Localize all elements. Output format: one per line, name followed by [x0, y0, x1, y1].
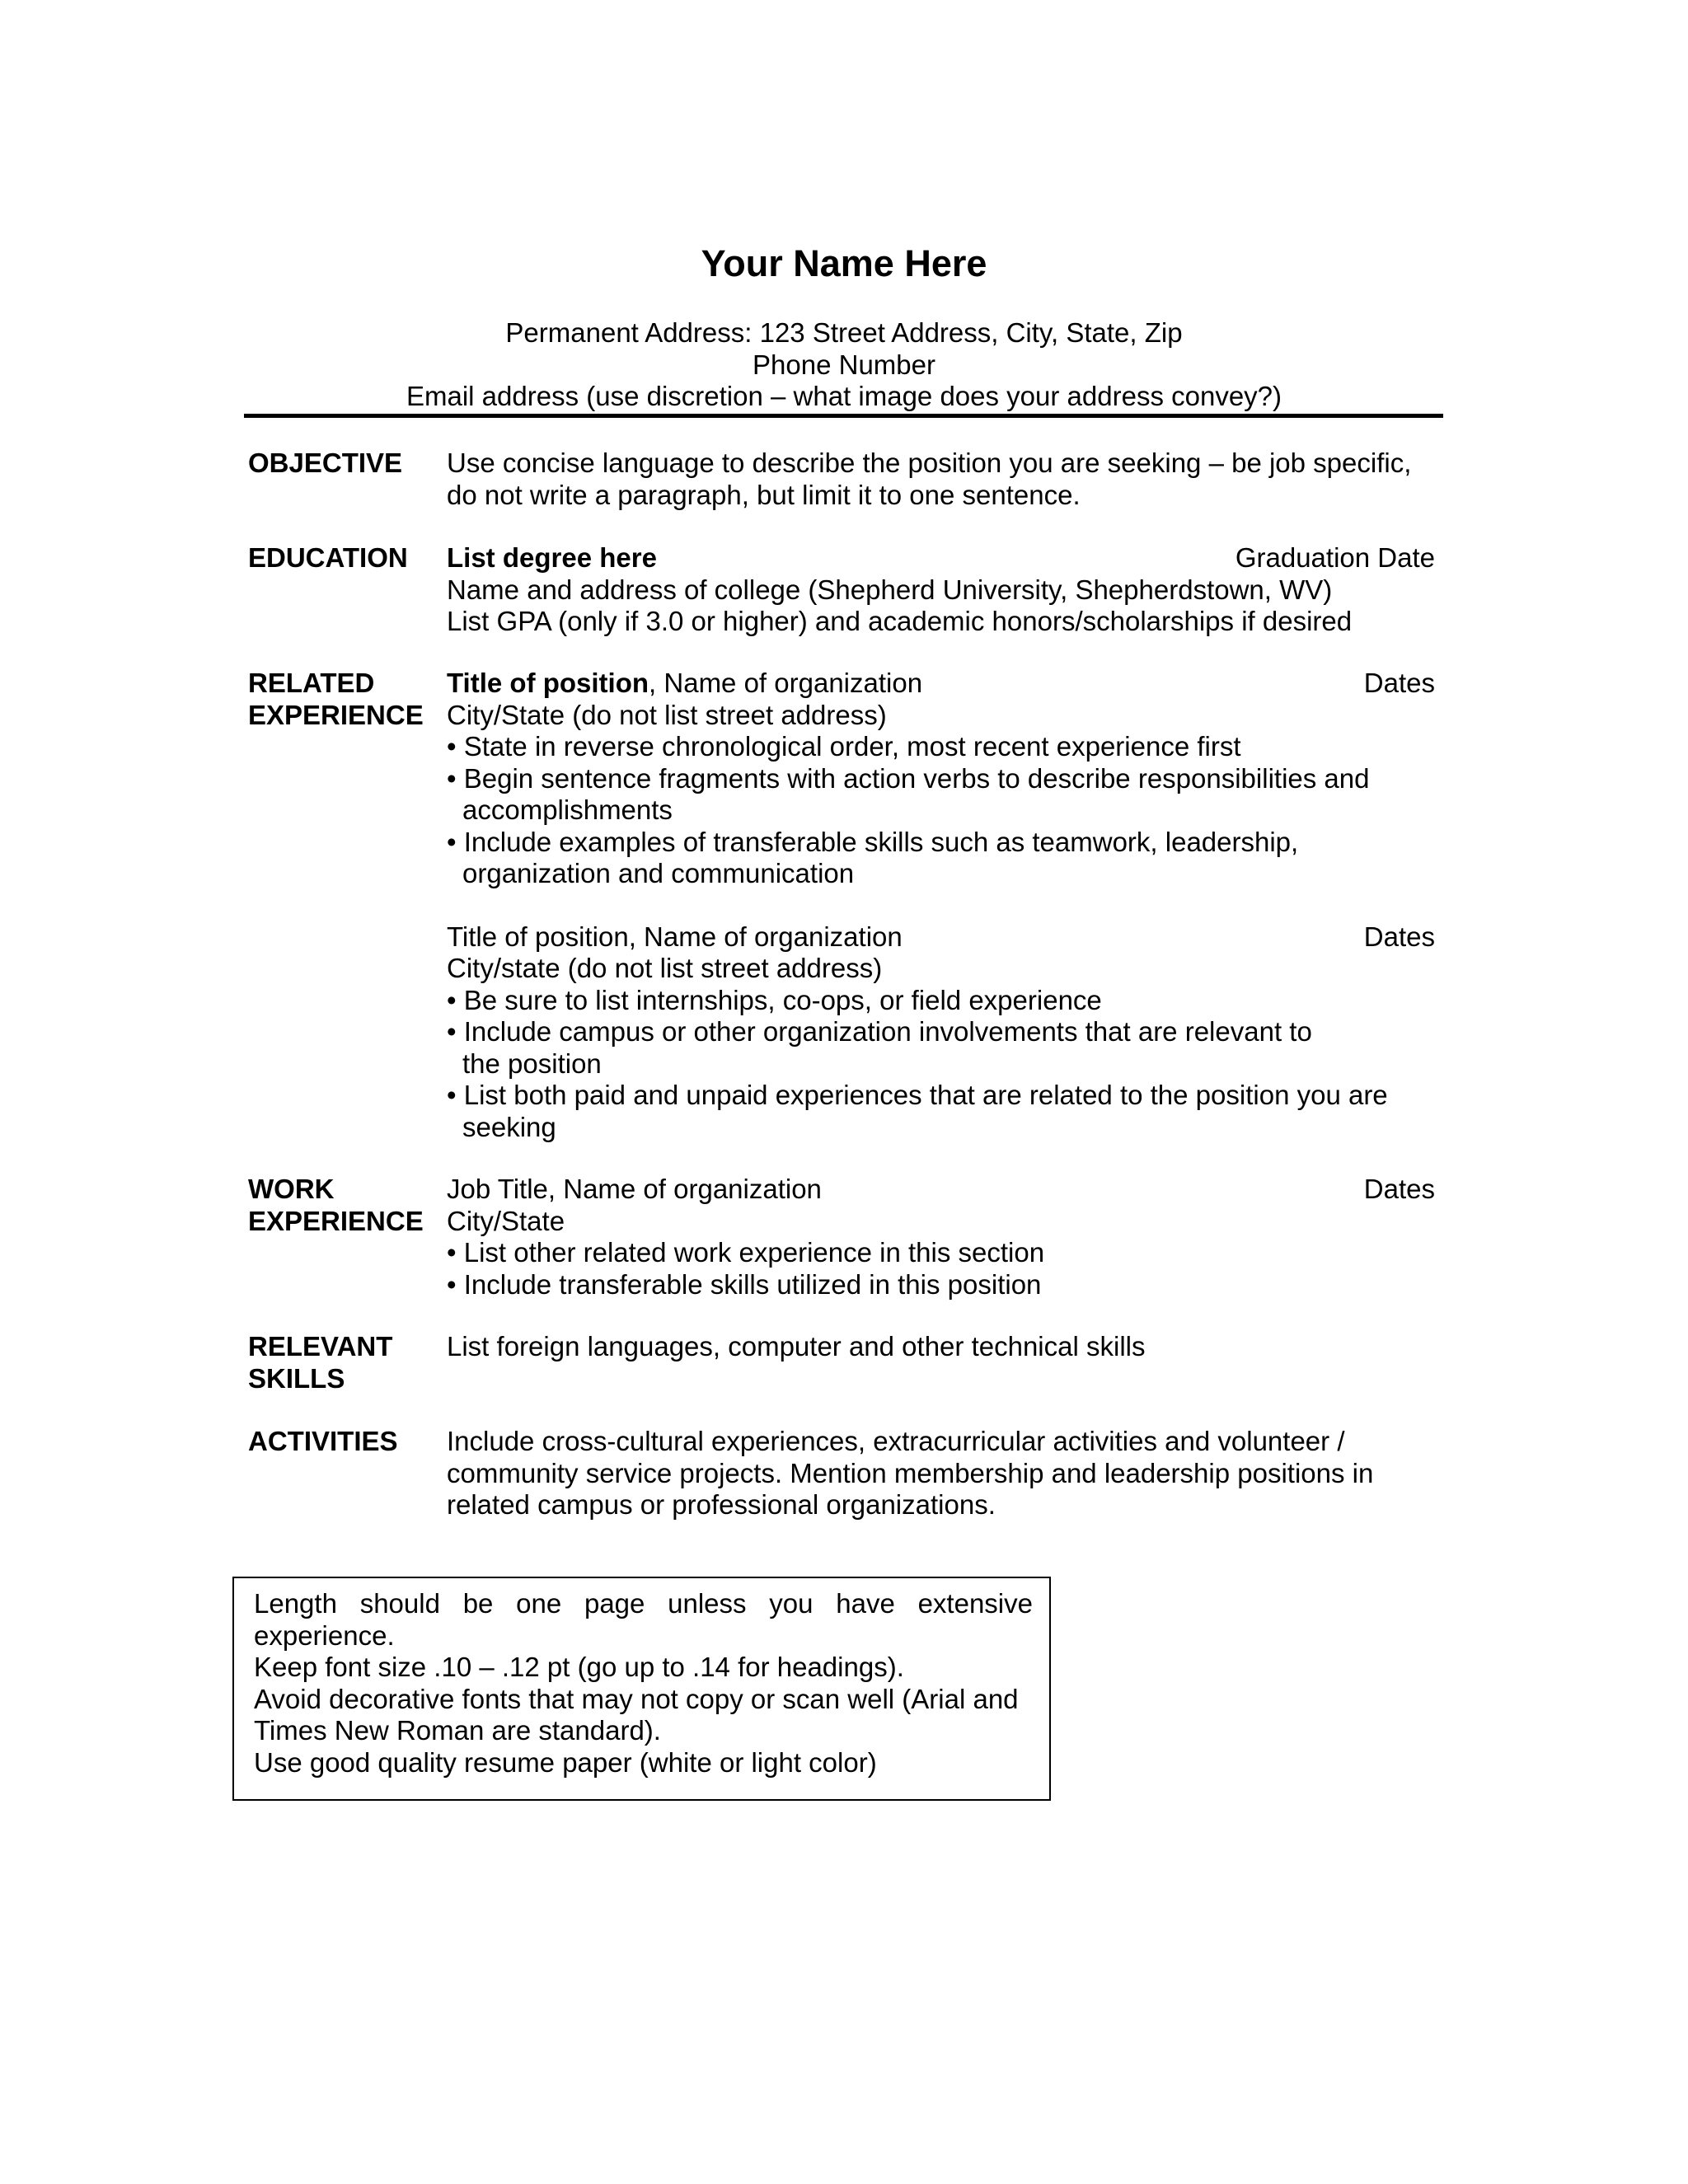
- skills-content: [447, 1331, 1435, 1363]
- experience-dates: Dates: [1363, 921, 1435, 952]
- work-location: City/State: [447, 1205, 565, 1236]
- tips-line: Use good quality resume paper (white or light color): [254, 1746, 877, 1778]
- objective-content: [447, 448, 1435, 511]
- related-experience-label-line: RELATED: [248, 668, 375, 698]
- tips-line: Keep font size .10 – .12 pt (go up to .14 for headings).: [254, 1652, 904, 1682]
- tips-line: Length should be one page unless you have extensive: [254, 1588, 1033, 1619]
- skills-text: List foreign languages, computer and other technical skills: [447, 1331, 1146, 1361]
- work-bullet: • List other related work experience in this section: [447, 1237, 1045, 1268]
- related-experience-label: [248, 668, 446, 731]
- contact-address: Permanent Address: 123 Street Address, City, State, Zip: [505, 317, 1183, 348]
- education-degree: List degree here: [447, 542, 657, 573]
- experience-bullet: • Include campus or other organization involvements that are relevant to: [447, 1016, 1312, 1047]
- tips-line: Times New Roman are standard).: [254, 1715, 661, 1746]
- work-experience-content: [447, 1174, 1435, 1301]
- objective-label: OBJECTIVE: [248, 448, 403, 478]
- experience-bullet-continuation: the position: [462, 1047, 602, 1079]
- experience-bullet: • Be sure to list internships, co-ops, or field experience: [447, 984, 1102, 1015]
- experience-title-bold: Title of position: [447, 668, 649, 698]
- activities-line: related campus or professional organizations.: [447, 1489, 996, 1520]
- experience-bullet: • List both paid and unpaid experiences that are related to the position you are: [447, 1080, 1388, 1110]
- experience-location: City/State (do not list street address): [447, 699, 887, 730]
- education-line: Name and address of college (Shepherd University, Shepherdstown, WV): [447, 574, 1333, 605]
- work-title-row: [447, 1174, 1435, 1206]
- skills-label: [248, 1331, 446, 1394]
- experience-entry: [447, 668, 1435, 890]
- tips-line: Avoid decorative fonts that may not copy or scan well (Arial and: [254, 1683, 1019, 1714]
- education-date: Graduation Date: [1235, 542, 1435, 573]
- objective-line: do not write a paragraph, but limit it to one sentence.: [447, 479, 1081, 510]
- work-bullet: • Include transferable skills utilized in this position: [447, 1268, 1042, 1300]
- related-experience-content: [447, 668, 1435, 1143]
- experience-dates: Dates: [1363, 668, 1435, 698]
- activities-content: [447, 1426, 1435, 1521]
- experience-bullet: • Include examples of transferable skills such as teamwork, leadership,: [447, 826, 1299, 857]
- experience-location: City/state (do not list street address): [447, 953, 883, 983]
- education-label: EDUCATION: [248, 542, 408, 573]
- education-content: [447, 542, 1435, 638]
- experience-bullet: • State in reverse chronological order, most recent experience first: [447, 731, 1241, 762]
- contact-email: Email address (use discretion – what image does your address convey?): [406, 381, 1282, 411]
- contact-block: [0, 317, 1688, 413]
- tips-box: [232, 1577, 1051, 1801]
- resume-name: Your Name Here: [701, 242, 987, 284]
- experience-bullet: • Begin sentence fragments with action verbs to describe responsibilities and: [447, 762, 1370, 794]
- experience-title-row: [447, 668, 1435, 700]
- tips-content: [254, 1588, 1033, 1779]
- experience-bullet-continuation: seeking: [462, 1111, 556, 1142]
- education-degree-row: [447, 542, 1435, 574]
- experience-title-org: , Name of organization: [649, 668, 923, 698]
- experience-title: Title of position, Name of organization: [447, 921, 903, 952]
- experience-title-row: [447, 921, 1435, 954]
- work-experience-label-line: EXPERIENCE: [248, 1205, 424, 1236]
- activities-line: community service projects. Mention membership and leadership positions in: [447, 1457, 1374, 1488]
- experience-entry: [447, 921, 1435, 1144]
- work-dates: Dates: [1363, 1174, 1435, 1204]
- activities-line: Include cross-cultural experiences, extracurricular activities and volunteer /: [447, 1426, 1345, 1456]
- education-line: List GPA (only if 3.0 or higher) and academic honors/scholarships if desired: [447, 606, 1353, 636]
- work-title: Job Title, Name of organization: [447, 1174, 822, 1204]
- objective-line: Use concise language to describe the position you are seeking – be job specific,: [447, 448, 1412, 478]
- work-experience-label: [248, 1174, 446, 1237]
- experience-bullet-continuation: organization and communication: [462, 858, 855, 888]
- header-divider: [244, 414, 1443, 418]
- tips-line: experience.: [254, 1619, 395, 1651]
- related-experience-label-line: EXPERIENCE: [248, 699, 424, 730]
- activities-label: ACTIVITIES: [248, 1426, 398, 1456]
- experience-bullet-continuation: accomplishments: [462, 794, 673, 825]
- work-experience-label-line: WORK: [248, 1174, 335, 1204]
- skills-label-line: SKILLS: [248, 1362, 345, 1394]
- contact-phone: Phone Number: [753, 349, 935, 380]
- skills-label-line: RELEVANT: [248, 1331, 393, 1361]
